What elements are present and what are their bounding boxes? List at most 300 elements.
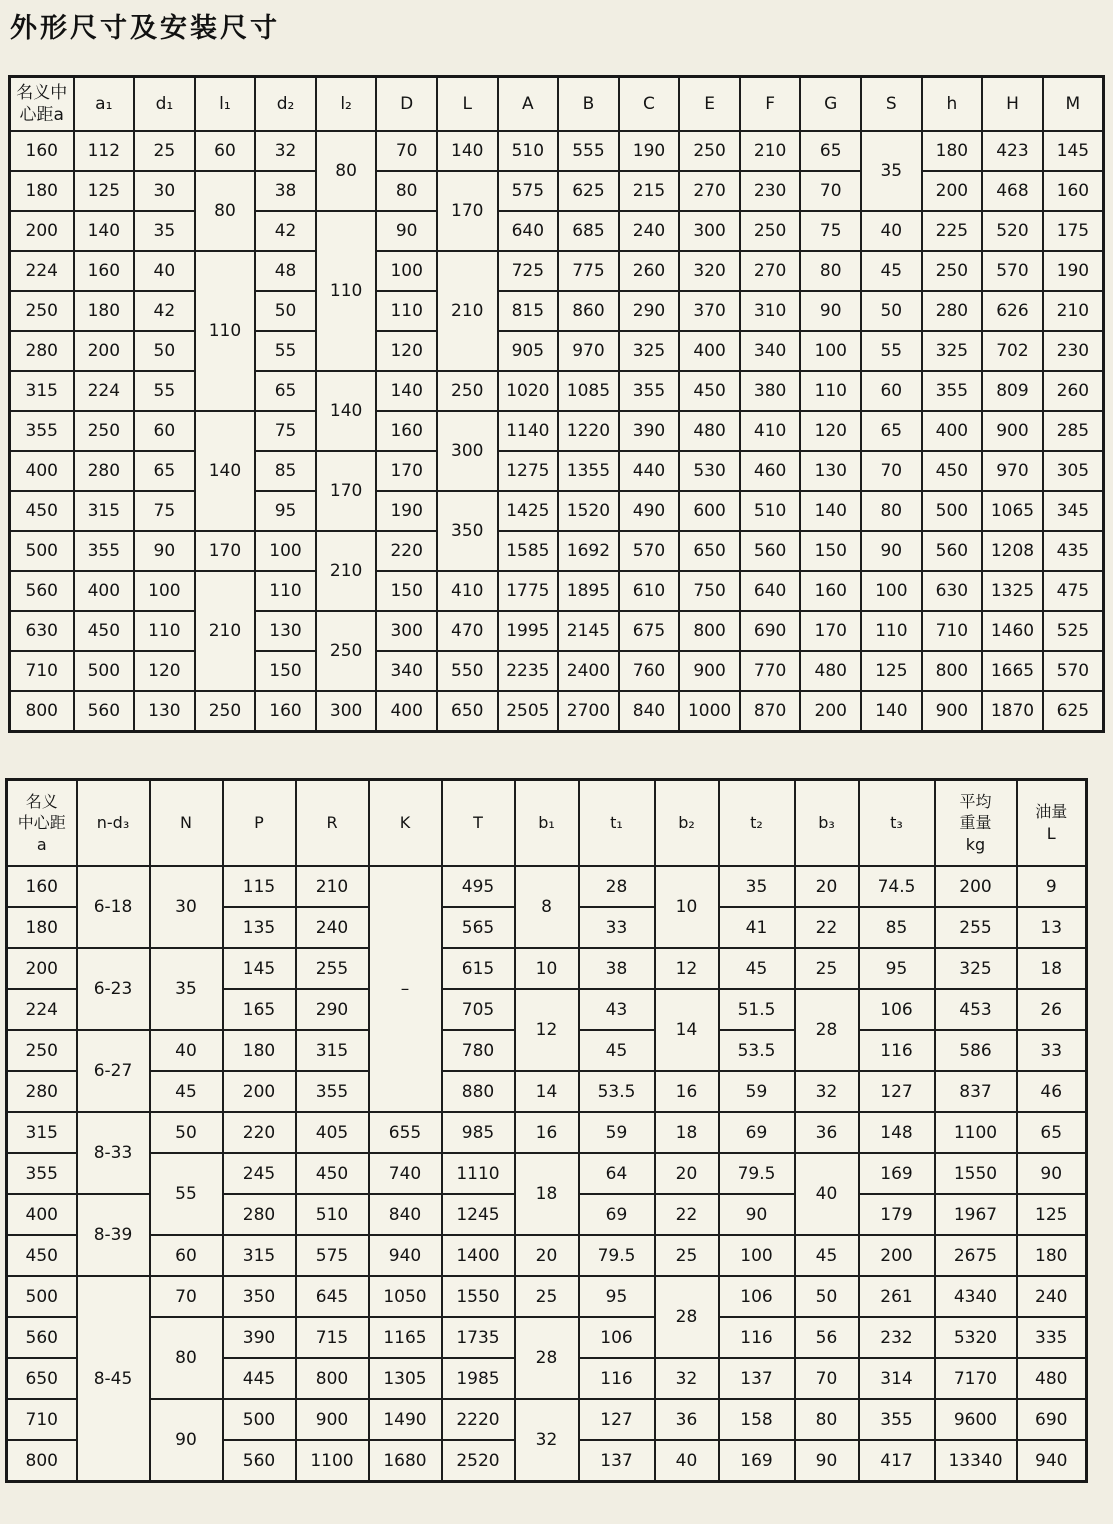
table-cell: 145: [223, 948, 296, 989]
table-cell: 116: [579, 1358, 655, 1399]
table-cell: 170: [376, 451, 437, 491]
table-row: [10, 411, 1104, 451]
table-cell: 575: [296, 1235, 369, 1276]
table-cell: 1735: [442, 1317, 515, 1358]
table-cell: 112: [74, 131, 135, 171]
column-header: G: [800, 77, 861, 132]
table-cell: 2505: [498, 691, 559, 732]
table-cell: 135: [223, 907, 296, 948]
table-cell: 90: [861, 531, 922, 571]
table-cell: 36: [795, 1112, 859, 1153]
column-header: 油量 L: [1017, 780, 1087, 867]
table-cell: 450: [679, 371, 740, 411]
table-cell: 33: [579, 907, 655, 948]
row-label: 280: [10, 331, 74, 371]
table-row: [7, 866, 1087, 907]
table-cell: 480: [679, 411, 740, 451]
table-cell: 53.5: [579, 1071, 655, 1112]
table-cell: 2145: [558, 611, 619, 651]
table-cell: 702: [982, 331, 1043, 371]
table-cell: 179: [859, 1194, 935, 1235]
table-cell: 315: [223, 1235, 296, 1276]
table-cell: 1550: [935, 1153, 1017, 1194]
table-cell: 80: [800, 251, 861, 291]
column-header: l₁: [195, 77, 256, 132]
table-cell: 137: [579, 1440, 655, 1482]
table-cell: 100: [719, 1235, 795, 1276]
table-cell: 560: [74, 691, 135, 732]
table-cell: 7170: [935, 1358, 1017, 1399]
table-cell: 340: [376, 651, 437, 691]
table-cell: 80: [150, 1317, 223, 1399]
table-cell: 800: [296, 1358, 369, 1399]
table-cell: 230: [740, 171, 801, 211]
table-cell: 270: [679, 171, 740, 211]
table-cell: 59: [719, 1071, 795, 1112]
table-cell: 137: [719, 1358, 795, 1399]
table-cell: 148: [859, 1112, 935, 1153]
table-cell: 6-18: [77, 866, 150, 948]
table-cell: 45: [719, 948, 795, 989]
table-cell: 1220: [558, 411, 619, 451]
table-cell: 28: [579, 866, 655, 907]
table-cell: 260: [619, 251, 680, 291]
table-cell: 110: [195, 251, 256, 411]
table-cell: 8-39: [77, 1194, 150, 1276]
table-cell: 1110: [442, 1153, 515, 1194]
table-cell: 837: [935, 1071, 1017, 1112]
table-cell: 1895: [558, 571, 619, 611]
table-cell: 116: [719, 1317, 795, 1358]
row-label: 500: [7, 1276, 77, 1317]
table-cell: 985: [442, 1112, 515, 1153]
table-cell: 400: [376, 691, 437, 732]
table-cell: 210: [316, 531, 377, 611]
column-header: P: [223, 780, 296, 867]
table-cell: 355: [859, 1399, 935, 1440]
table-cell: 200: [74, 331, 135, 371]
table-cell: 1085: [558, 371, 619, 411]
table-cell: 450: [296, 1153, 369, 1194]
table-cell: 1692: [558, 531, 619, 571]
table-cell: 240: [296, 907, 369, 948]
table-cell: 1665: [982, 651, 1043, 691]
table-cell: 905: [498, 331, 559, 371]
table-cell: 250: [316, 611, 377, 691]
table-cell: 90: [795, 1440, 859, 1482]
table-cell: 6-23: [77, 948, 150, 1030]
table-cell: 220: [376, 531, 437, 571]
table-cell: 335: [1017, 1317, 1087, 1358]
table-cell: 1680: [369, 1440, 442, 1482]
table-cell: 59: [579, 1112, 655, 1153]
table-cell: 270: [740, 251, 801, 291]
table-cell: 45: [795, 1235, 859, 1276]
table-cell: 65: [1017, 1112, 1087, 1153]
table-cell: 440: [619, 451, 680, 491]
table-cell: 170: [437, 171, 498, 251]
row-label: 250: [10, 291, 74, 331]
table-cell: 46: [1017, 1071, 1087, 1112]
table-row: [10, 451, 1104, 491]
table-cell: 468: [982, 171, 1043, 211]
table-cell: 380: [740, 371, 801, 411]
table-cell: 345: [1043, 491, 1104, 531]
table-cell: 169: [719, 1440, 795, 1482]
table-cell: 90: [376, 211, 437, 251]
table-cell: 290: [296, 989, 369, 1030]
table-cell: 55: [861, 331, 922, 371]
table-cell: 232: [859, 1317, 935, 1358]
table-cell: 180: [223, 1030, 296, 1071]
column-header: B: [558, 77, 619, 132]
table-row: [7, 1112, 1087, 1153]
table-cell: 570: [982, 251, 1043, 291]
table-cell: 100: [255, 531, 316, 571]
row-label: 400: [10, 451, 74, 491]
column-header: S: [861, 77, 922, 132]
table-row: [10, 211, 1104, 251]
table-cell: 1400: [442, 1235, 515, 1276]
table-cell: 1245: [442, 1194, 515, 1235]
table-cell: 74.5: [859, 866, 935, 907]
table-cell: 470: [437, 611, 498, 651]
row-label: 315: [7, 1112, 77, 1153]
table-cell: 1000: [679, 691, 740, 732]
table-cell: 480: [1017, 1358, 1087, 1399]
table-cell: 530: [679, 451, 740, 491]
column-header: b₂: [655, 780, 719, 867]
table-cell: 900: [982, 411, 1043, 451]
table-cell: 560: [223, 1440, 296, 1482]
table-cell: 400: [922, 411, 983, 451]
table-cell: 250: [740, 211, 801, 251]
table-cell: 315: [74, 491, 135, 531]
table-row: [10, 291, 1104, 331]
row-label: 180: [7, 907, 77, 948]
table-cell: 550: [437, 651, 498, 691]
table-cell: 100: [861, 571, 922, 611]
table-cell: 40: [655, 1440, 719, 1482]
table-cell: 940: [1017, 1440, 1087, 1482]
table-cell: 28: [795, 989, 859, 1071]
table-cell: 423: [982, 131, 1043, 171]
table-cell: 190: [619, 131, 680, 171]
row-label: 560: [7, 1317, 77, 1358]
table-cell: 140: [74, 211, 135, 251]
table-cell: 20: [795, 866, 859, 907]
table-cell: 809: [982, 371, 1043, 411]
table-cell: 435: [1043, 531, 1104, 571]
table-cell: 75: [255, 411, 316, 451]
table-cell: 56: [795, 1317, 859, 1358]
column-header: t₃: [859, 780, 935, 867]
table-cell: 800: [679, 611, 740, 651]
table-cell: 900: [679, 651, 740, 691]
table-cell: 70: [800, 171, 861, 211]
table-cell: 400: [679, 331, 740, 371]
table-cell: 1355: [558, 451, 619, 491]
table-cell: 775: [558, 251, 619, 291]
table-cell: 53.5: [719, 1030, 795, 1071]
table-cell: 80: [316, 131, 377, 211]
table-cell: 2220: [442, 1399, 515, 1440]
table-cell: 325: [935, 948, 1017, 989]
table-cell: 110: [316, 211, 377, 371]
table-cell: 405: [296, 1112, 369, 1153]
header-row: [10, 77, 1104, 132]
row-label: 500: [10, 531, 74, 571]
table-cell: 38: [255, 171, 316, 211]
table-cell: 655: [369, 1112, 442, 1153]
table-cell: 250: [74, 411, 135, 451]
table-row: [10, 251, 1104, 291]
table-cell: 640: [740, 571, 801, 611]
table-row: [7, 1276, 1087, 1317]
table-cell: 230: [1043, 331, 1104, 371]
table-cell: 8-45: [77, 1276, 150, 1482]
table-cell: 9600: [935, 1399, 1017, 1440]
row-label: 355: [7, 1153, 77, 1194]
table-cell: 1165: [369, 1317, 442, 1358]
column-header: T: [442, 780, 515, 867]
table-cell: 200: [800, 691, 861, 732]
row-label: 650: [7, 1358, 77, 1399]
row-label: 800: [10, 691, 74, 732]
table-cell: 10: [655, 866, 719, 948]
table-cell: 1490: [369, 1399, 442, 1440]
table-cell: 35: [719, 866, 795, 907]
table-cell: 33: [1017, 1030, 1087, 1071]
table-cell: 970: [558, 331, 619, 371]
table-cell: 18: [515, 1153, 579, 1235]
table-cell: 32: [255, 131, 316, 171]
table-cell: 42: [134, 291, 195, 331]
table-cell: 45: [150, 1071, 223, 1112]
table-cell: 36: [655, 1399, 719, 1440]
table-cell: 340: [740, 331, 801, 371]
table-cell: 32: [655, 1358, 719, 1399]
table-cell: 525: [1043, 611, 1104, 651]
table-cell: 22: [795, 907, 859, 948]
table-cell: 150: [376, 571, 437, 611]
table-cell: 150: [800, 531, 861, 571]
table-cell: 160: [800, 571, 861, 611]
column-header: R: [296, 780, 369, 867]
column-header: t₂: [719, 780, 795, 867]
page-title: 外形尺寸及安装尺寸: [10, 13, 280, 44]
table-row: [10, 651, 1104, 691]
table-cell: 160: [255, 691, 316, 732]
table-cell: 445: [223, 1358, 296, 1399]
table-cell: 16: [655, 1071, 719, 1112]
table-cell: 90: [134, 531, 195, 571]
table-cell: 555: [558, 131, 619, 171]
table-cell: 480: [800, 651, 861, 691]
table-cell: 560: [922, 531, 983, 571]
table-cell: 300: [437, 411, 498, 491]
row-label: 710: [10, 651, 74, 691]
table-cell: 160: [376, 411, 437, 451]
table-cell: 575: [498, 171, 559, 211]
table-cell: 106: [579, 1317, 655, 1358]
table-cell: 210: [740, 131, 801, 171]
column-header: 名义 中心距 a: [7, 780, 77, 867]
table-cell: 69: [579, 1194, 655, 1235]
table-cell: 510: [296, 1194, 369, 1235]
table-cell: 55: [255, 331, 316, 371]
table-cell: 5320: [935, 1317, 1017, 1358]
table-cell: 240: [1017, 1276, 1087, 1317]
table-cell: 51.5: [719, 989, 795, 1030]
table-cell: 169: [859, 1153, 935, 1194]
table-cell: 20: [655, 1153, 719, 1194]
table-cell: 35: [134, 211, 195, 251]
table-row: [7, 1235, 1087, 1276]
table-cell: 690: [740, 611, 801, 651]
table-cell: 80: [195, 171, 256, 251]
table-cell: 38: [579, 948, 655, 989]
table-cell: 1275: [498, 451, 559, 491]
table-cell: 215: [619, 171, 680, 211]
table-cell: 626: [982, 291, 1043, 331]
table-cell: 280: [74, 451, 135, 491]
table-cell: 50: [134, 331, 195, 371]
table-cell: 43: [579, 989, 655, 1030]
table-cell: 20: [515, 1235, 579, 1276]
column-header: 名义中 心距a: [10, 77, 74, 132]
row-label: 280: [7, 1071, 77, 1112]
table-cell: 13340: [935, 1440, 1017, 1482]
table-cell: 1425: [498, 491, 559, 531]
table-cell: 355: [296, 1071, 369, 1112]
table-cell: 355: [922, 371, 983, 411]
row-label: 710: [7, 1399, 77, 1440]
table-cell: 110: [134, 611, 195, 651]
table-cell: 725: [498, 251, 559, 291]
table-cell: 13: [1017, 907, 1087, 948]
table-cell: 495: [442, 866, 515, 907]
table-cell: 80: [861, 491, 922, 531]
column-header: M: [1043, 77, 1104, 132]
table-cell: 64: [579, 1153, 655, 1194]
table-cell: 106: [859, 989, 935, 1030]
table-cell: 1775: [498, 571, 559, 611]
column-header: F: [740, 77, 801, 132]
table-cell: 4340: [935, 1276, 1017, 1317]
table-cell: 12: [655, 948, 719, 989]
table-cell: 900: [296, 1399, 369, 1440]
table-cell: 800: [922, 651, 983, 691]
table-cell: 110: [861, 611, 922, 651]
table-cell: 510: [740, 491, 801, 531]
table-cell: 210: [296, 866, 369, 907]
table-cell: 60: [861, 371, 922, 411]
table-cell: 60: [134, 411, 195, 451]
table-row: [10, 131, 1104, 171]
table-cell: 100: [134, 571, 195, 611]
table-cell: 8-33: [77, 1112, 150, 1194]
row-label: 224: [10, 251, 74, 291]
table-cell: 1550: [442, 1276, 515, 1317]
table-cell: 1020: [498, 371, 559, 411]
table-cell: 180: [922, 131, 983, 171]
table-cell: 285: [1043, 411, 1104, 451]
table-cell: 940: [369, 1235, 442, 1276]
table-cell: 255: [935, 907, 1017, 948]
table-cell: 30: [150, 866, 223, 948]
table-cell: 615: [442, 948, 515, 989]
table-cell: 314: [859, 1358, 935, 1399]
table-cell: 115: [223, 866, 296, 907]
table-cell: 130: [800, 451, 861, 491]
table-cell: 740: [369, 1153, 442, 1194]
table-cell: 710: [922, 611, 983, 651]
table-cell: 40: [134, 251, 195, 291]
table-cell: 760: [619, 651, 680, 691]
table-cell: 570: [619, 531, 680, 571]
table-cell: 450: [74, 611, 135, 651]
table-cell: 55: [150, 1153, 223, 1235]
table-cell: 750: [679, 571, 740, 611]
table-cell: 127: [579, 1399, 655, 1440]
table-cell: 300: [679, 211, 740, 251]
table-cell: 18: [655, 1112, 719, 1153]
table-cell: 250: [922, 251, 983, 291]
table-cell: 32: [515, 1399, 579, 1482]
table-cell: 250: [195, 691, 256, 732]
table-cell: 30: [134, 171, 195, 211]
table-cell: 100: [376, 251, 437, 291]
table-cell: 25: [515, 1276, 579, 1317]
table-cell: 55: [134, 371, 195, 411]
table-cell: 90: [1017, 1153, 1087, 1194]
row-label: 560: [10, 571, 74, 611]
table-cell: 325: [922, 331, 983, 371]
table-cell: 170: [800, 611, 861, 651]
table-cell: 475: [1043, 571, 1104, 611]
table-row: [7, 948, 1087, 989]
table-cell: 14: [515, 1071, 579, 1112]
table-cell: 165: [223, 989, 296, 1030]
table-cell: 32: [795, 1071, 859, 1112]
table-cell: 48: [255, 251, 316, 291]
table-cell: 106: [719, 1276, 795, 1317]
table-cell: 12: [515, 989, 579, 1071]
table-row: [7, 1399, 1087, 1440]
table-cell: 160: [74, 251, 135, 291]
table-cell: –: [369, 866, 442, 1112]
table-cell: 125: [861, 651, 922, 691]
table-cell: 260: [1043, 371, 1104, 411]
row-label: 355: [10, 411, 74, 451]
table-cell: 460: [740, 451, 801, 491]
table-cell: 240: [619, 211, 680, 251]
table-cell: 400: [74, 571, 135, 611]
column-header: H: [982, 77, 1043, 132]
table-cell: 250: [679, 131, 740, 171]
table-cell: 120: [376, 331, 437, 371]
table-cell: 28: [655, 1276, 719, 1358]
table-cell: 300: [376, 611, 437, 651]
table-cell: 25: [134, 131, 195, 171]
table-cell: 65: [255, 371, 316, 411]
header-row: [7, 780, 1087, 867]
table-cell: 130: [134, 691, 195, 732]
table-cell: 65: [861, 411, 922, 451]
table-cell: 45: [861, 251, 922, 291]
table-cell: 160: [1043, 171, 1104, 211]
